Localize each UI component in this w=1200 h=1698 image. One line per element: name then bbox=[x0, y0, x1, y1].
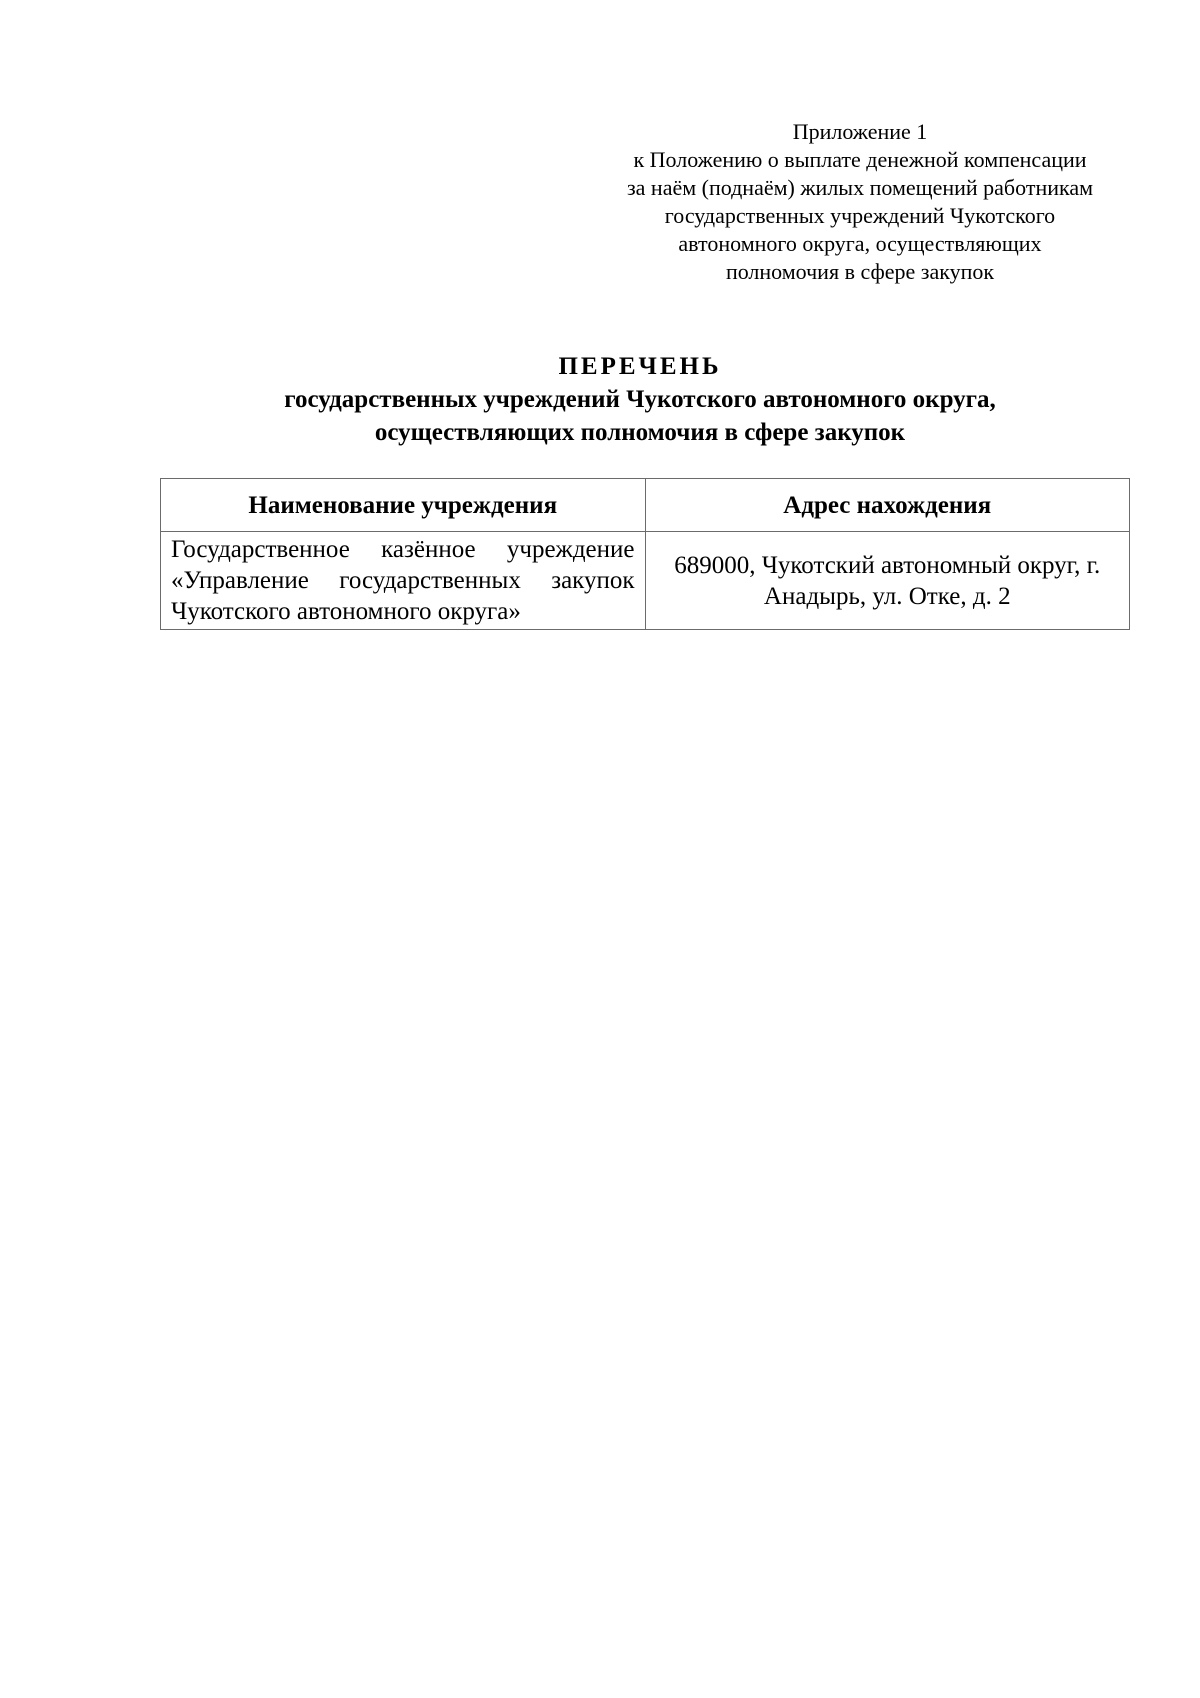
appendix-line: автономного округа, осуществляющих bbox=[678, 231, 1042, 256]
title-heading: ПЕРЕЧЕНЬ bbox=[558, 353, 722, 380]
appendix-line: за наём (поднаём) жилых помещений работникам bbox=[626, 175, 1094, 200]
title-subtitle-line-2: осуществляющих полномочия в сфере закупок bbox=[374, 419, 906, 446]
title-subtitle-line-1: государственных учреждений Чукотского автономного округа, bbox=[284, 386, 996, 413]
institution-address-cell: 689000, Чукотский автономный округ, г. Анадырь, ул. Отке, д. 2 bbox=[645, 532, 1130, 630]
appendix-line: Приложение 1 bbox=[792, 119, 928, 144]
column-header-address: Адрес нахождения bbox=[645, 479, 1130, 532]
document-title bbox=[150, 350, 1130, 449]
institution-name-cell: Государственное казённое учреждение «Управление государственных закупок Чукотского автономного округа» bbox=[161, 532, 646, 630]
institutions-table bbox=[160, 478, 1130, 630]
appendix-line: к Положению о выплате денежной компенсации bbox=[633, 147, 1087, 172]
column-header-name: Наименование учреждения bbox=[161, 479, 646, 532]
appendix-note bbox=[570, 118, 1150, 286]
table-header-row bbox=[161, 479, 1130, 532]
table-row bbox=[161, 532, 1130, 630]
appendix-line: государственных учреждений Чукотского bbox=[664, 203, 1056, 228]
appendix-line: полномочия в сфере закупок bbox=[725, 259, 995, 284]
